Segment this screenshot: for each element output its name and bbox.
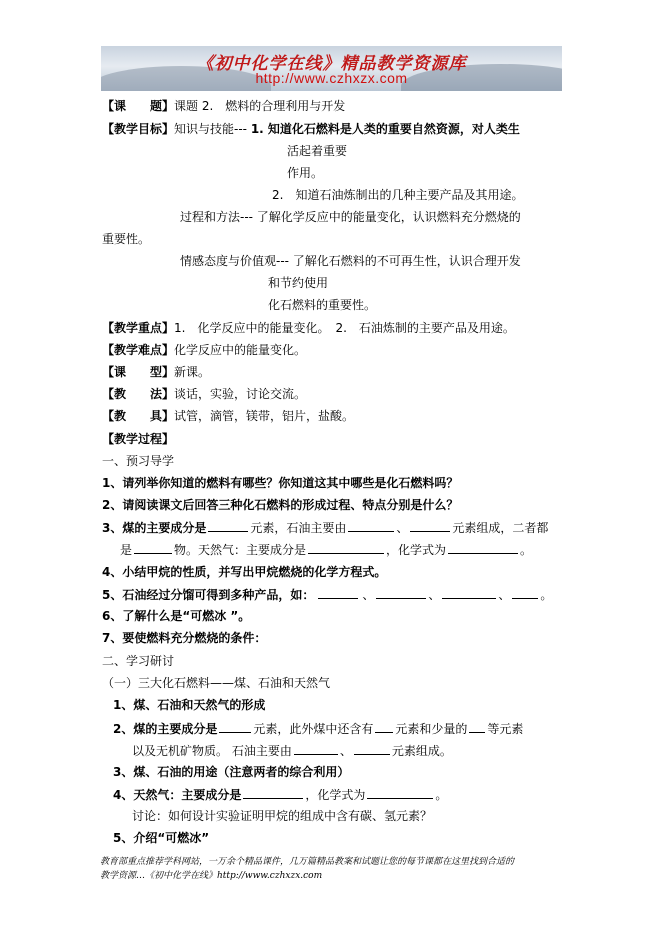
goal-knowledge-1-cont: 活起着重要	[287, 144, 348, 158]
key-label: 【教学重点】	[102, 321, 175, 335]
t4-part-b: ，化学式为	[305, 788, 366, 802]
q3-part-c: 、	[396, 521, 409, 535]
question-4: 4、小结甲烷的性质，并写出甲烷燃烧的化学方程式。	[102, 565, 387, 579]
q3-part-g: ，化学式为	[386, 543, 447, 557]
q3-part-f: 物。天然气：主要成分是	[174, 543, 307, 557]
banner-title: 《初中化学在线》精品教学资源库	[196, 54, 467, 74]
q3-blank-1[interactable]	[208, 519, 248, 532]
t2-part-c: 元素和少量的	[395, 722, 468, 736]
q3-blank-3[interactable]	[410, 519, 450, 532]
section-preview: 一、预习导学	[102, 454, 175, 468]
topic-label: 【课 题】	[102, 99, 175, 113]
topic-4	[113, 786, 447, 803]
key-line	[102, 320, 515, 336]
t2-part-g: 元素组成。	[391, 744, 452, 758]
topic-2	[113, 720, 523, 737]
type-line	[102, 364, 210, 380]
goal-line	[102, 121, 520, 137]
type-text: 新课。	[174, 365, 211, 379]
topic-4-discussion: 讨论：如何设计实验证明甲烷的组成中含有碳、氢元素？	[132, 809, 433, 823]
goal-process: 过程和方法--- 了解化学反应中的能量变化，认识燃料充分燃烧的	[180, 210, 521, 224]
goal-attitude-cont: 和节约使用	[268, 276, 329, 290]
q5-end: 。	[540, 588, 553, 602]
question-7: 7、要使燃料充分燃烧的条件：	[102, 631, 267, 645]
t2-blank-5[interactable]	[354, 742, 390, 755]
t2-blank-4[interactable]	[294, 742, 338, 755]
q3-part-a: 3、煤的主要成分是	[102, 521, 207, 535]
topic-3: 3、煤、石油的用途（注意两者的综合利用）	[113, 765, 350, 779]
topic-2-cont	[132, 742, 452, 759]
t2-blank-2[interactable]	[375, 720, 393, 733]
method-text: 谈话，实验，讨论交流。	[174, 387, 307, 401]
goal-process-cont: 重要性。	[102, 232, 151, 246]
header-banner	[101, 46, 562, 91]
t2-part-f: 、	[339, 744, 352, 758]
goal-label: 【教学目标】	[102, 122, 175, 136]
subsection-fossil-fuels: （一）三大化石燃料——煤、石油和天然气	[102, 676, 331, 690]
tools-text: 试管，滴管，镁带，铝片，盐酸。	[174, 409, 355, 423]
t2-blank-1[interactable]	[219, 720, 251, 733]
q5-sep-2: 、	[428, 588, 441, 602]
q5-part-a: 5、石油经过分馏可得到多种产品，如：	[102, 588, 315, 602]
q3-part-h: 。	[520, 543, 533, 557]
q5-blank-1[interactable]	[318, 586, 358, 599]
t2-part-e: 以及无机矿物质。 石油主要由	[132, 744, 292, 758]
q5-blank-3[interactable]	[442, 586, 496, 599]
t2-part-a: 2、煤的主要成分是	[113, 722, 218, 736]
tools-line	[102, 408, 354, 424]
tools-label: 【教 具】	[102, 409, 175, 423]
topic-line	[102, 98, 345, 114]
question-5	[102, 586, 552, 603]
t4-blank-1[interactable]	[243, 786, 303, 799]
goal-attitude: 情感态度与价值观--- 了解化石燃料的不可再生性，认识合理开发	[180, 254, 521, 268]
question-2: 2、请阅读课文后回答三种化石燃料的形成过程、特点分别是什么？	[102, 498, 459, 512]
difficulty-text: 化学反应中的能量变化。	[174, 343, 307, 357]
key-text: 1. 化学反应中的能量变化。 2. 石油炼制的主要产品及用途。	[174, 321, 515, 335]
page-footer	[100, 855, 570, 883]
section-study: 二、学习研讨	[102, 654, 175, 668]
topic-1: 1、煤、石油和天然气的形成	[113, 698, 266, 712]
t2-blank-3[interactable]	[469, 720, 485, 733]
goal-attitude-end: 化石燃料的重要性。	[268, 298, 377, 312]
t2-part-b: 元素，此外煤中还含有	[253, 722, 374, 736]
method-line	[102, 386, 306, 402]
q5-blank-2[interactable]	[376, 586, 426, 599]
t4-part-a: 4、天然气：主要成分是	[113, 788, 242, 802]
question-6: 6、了解什么是“可燃冰 ”。	[102, 609, 251, 623]
banner-url[interactable]: http://www.czhxzx.com	[255, 70, 408, 86]
topic-5: 5、介绍“可燃冰”	[113, 831, 210, 845]
difficulty-label: 【教学难点】	[102, 343, 175, 357]
q5-sep-3: 、	[498, 588, 511, 602]
footer-line-1: 教育部重点推荐学科网站，一万余个精品课件，几万篇精品教案和试题让您的每节课都在这里找到合适的	[100, 857, 515, 867]
question-3	[102, 519, 548, 536]
q5-blank-4[interactable]	[512, 586, 538, 599]
q3-part-d: 元素组成，二者都	[452, 521, 549, 535]
t2-part-d: 等元素	[487, 722, 524, 736]
topic-text: 课题 2. 燃料的合理利用与开发	[174, 99, 346, 113]
method-label: 【教 法】	[102, 387, 175, 401]
goal-knowledge-2: 2. 知道石油炼制出的几种主要产品及其用途。	[272, 188, 524, 202]
question-1: 1、请列举你知道的燃料有哪些？你知道这其中哪些是化石燃料吗？	[102, 476, 459, 490]
q3-blank-5[interactable]	[308, 541, 384, 554]
footer-line-2: 教学资源…《初中化学在线》http://www.czhxzx.com	[100, 871, 323, 881]
difficulty-line	[102, 342, 306, 358]
process-label: 【教学过程】	[102, 432, 175, 446]
t4-part-c: 。	[435, 788, 448, 802]
goal-knowledge: 知识与技能---	[174, 122, 251, 136]
q3-part-e: 是	[120, 543, 133, 557]
q3-blank-4[interactable]	[134, 541, 172, 554]
q3-blank-2[interactable]	[348, 519, 394, 532]
goal-knowledge-1: 1. 知道化石燃料是人类的重要自然资源，对人类生	[250, 122, 520, 136]
question-3-cont	[120, 541, 532, 558]
q3-part-b: 元素，石油主要由	[250, 521, 347, 535]
type-label: 【课 型】	[102, 365, 175, 379]
q5-sep-1: 、	[362, 588, 375, 602]
t4-blank-2[interactable]	[367, 786, 433, 799]
q3-blank-6[interactable]	[448, 541, 518, 554]
goal-knowledge-1-end: 作用。	[287, 166, 324, 180]
